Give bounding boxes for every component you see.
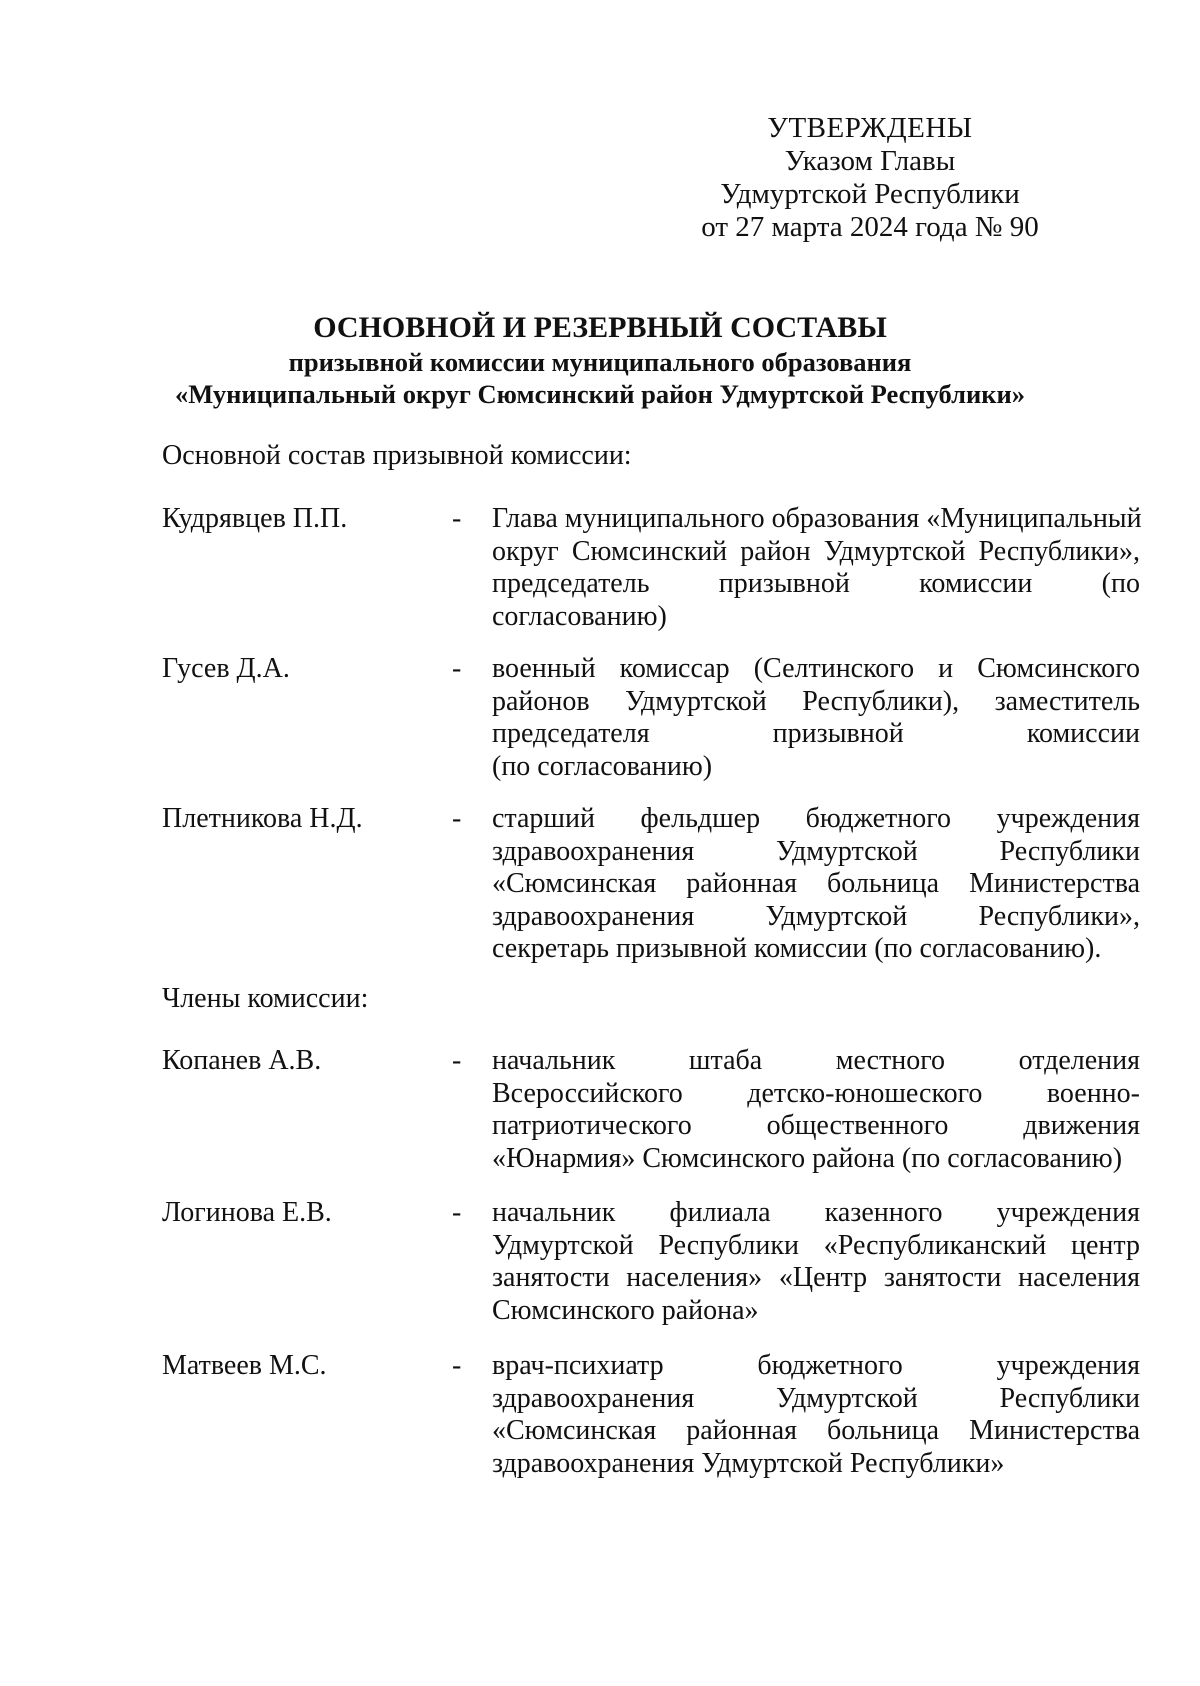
title-line-1: ОСНОВНОЙ И РЕЗЕРВНЫЙ СОСТАВЫ (313, 311, 887, 344)
description-line: занятости населения» «Центр занятости населения (492, 1262, 1140, 1293)
description-line: старший фельдшер бюджетного учреждения (492, 803, 1140, 834)
member-name: Логинова Е.В. (162, 1197, 332, 1228)
approval-decree: Указом Главы (784, 145, 956, 177)
description-line: районов Удмуртской Республики), заместитель (492, 685, 1140, 717)
member-description (492, 1350, 1140, 1480)
member-name: Гусев Д.А. (162, 653, 290, 684)
description-line: здравоохранения Удмуртской Республики» (492, 1447, 1005, 1479)
member-dash: - (452, 1350, 462, 1381)
description-line: Удмуртской Республики «Республиканский центр (492, 1229, 1140, 1261)
member-dash: - (452, 1045, 462, 1076)
member-dash: - (452, 503, 462, 534)
title-line-2: призывной комиссии муниципального образования (288, 347, 912, 377)
member-description (492, 1197, 1140, 1327)
description-line: «Юнармия» Сюмсинского района (по согласованию) (492, 1142, 1123, 1174)
description-line: округ Сюмсинский район Удмуртской Республики», (492, 535, 1140, 567)
description-line: председатель призывной комиссии (по (492, 568, 1140, 599)
description-line: секретарь призывной комиссии (по согласованию). (492, 933, 1102, 964)
member-description (492, 803, 1140, 966)
main-section-label: Основной состав призывной комиссии: (162, 440, 632, 471)
member-dash: - (452, 1197, 462, 1228)
description-line: военный комиссар (Селтинского и Сюмсинского (492, 653, 1140, 684)
member-dash: - (452, 803, 462, 834)
member-description (492, 503, 1140, 633)
approval-heading: УТВЕРЖДЕНЫ (767, 112, 973, 144)
description-line: (по согласованию) (492, 750, 713, 782)
member-description (492, 653, 1140, 783)
approval-date-number: от 27 марта 2024 года № 90 (701, 211, 1039, 243)
title-line-3: «Муниципальный округ Сюмсинский район Удмуртской Республики» (174, 379, 1026, 409)
member-name: Кудрявцев П.П. (162, 503, 348, 534)
description-line: Всероссийского детско-юношеского военно- (492, 1077, 1140, 1109)
member-name: Матвеев М.С. (162, 1350, 327, 1381)
description-line: согласованию) (492, 600, 667, 632)
description-line: патриотического общественного движения (492, 1110, 1140, 1141)
description-line: здравоохранения Удмуртской Республики (492, 835, 1140, 867)
description-line: «Сюмсинская районная больница Министерства (492, 868, 1140, 899)
description-line: Сюмсинского района» (492, 1294, 759, 1326)
approval-republic: Удмуртской Республики (720, 178, 1020, 210)
description-line: «Сюмсинская районная больница Министерства (492, 1415, 1140, 1446)
member-dash: - (452, 653, 462, 684)
description-line: начальник штаба местного отделения (492, 1045, 1140, 1076)
description-line: врач-психиатр бюджетного учреждения (492, 1350, 1140, 1381)
members-section-label: Члены комиссии: (162, 983, 369, 1014)
description-line: председателя призывной комиссии (492, 718, 1140, 749)
approval-stamp (660, 112, 1080, 244)
member-name: Копанев А.В. (162, 1045, 322, 1076)
description-line: Глава муниципального образования «Муниципальный (492, 503, 1142, 534)
description-line: начальник филиала казенного учреждения (492, 1197, 1140, 1228)
member-name: Плетникова Н.Д. (162, 803, 363, 834)
description-line: здравоохранения Удмуртской Республики», (492, 900, 1140, 932)
description-line: здравоохранения Удмуртской Республики (492, 1382, 1140, 1414)
document-title (100, 310, 1100, 410)
member-description (492, 1045, 1140, 1175)
